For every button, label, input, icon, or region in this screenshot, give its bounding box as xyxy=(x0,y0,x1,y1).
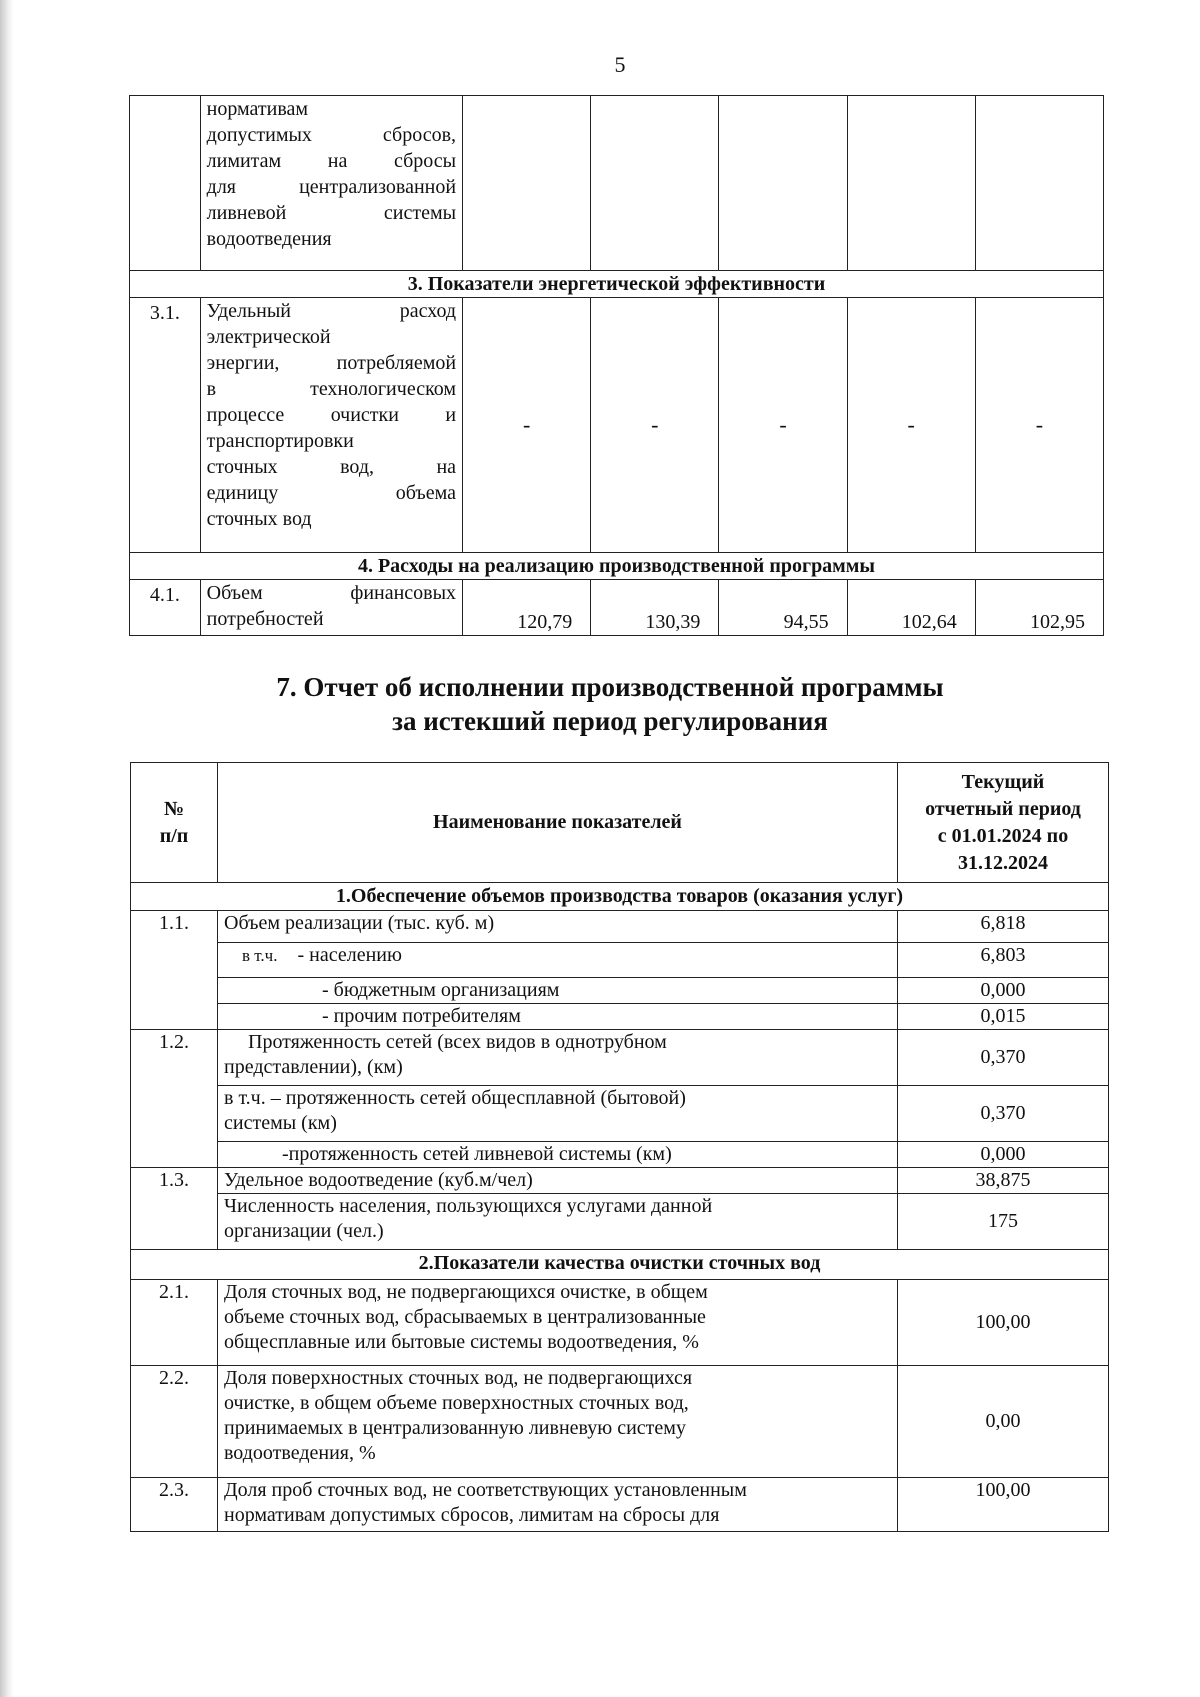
value-cell: 0,000 xyxy=(898,1142,1109,1168)
table-row xyxy=(131,1004,1109,1030)
section-heading xyxy=(130,670,1090,738)
table-row xyxy=(131,1194,1109,1250)
value-cell: 6,818 xyxy=(898,911,1109,943)
value-cell: 6,803 xyxy=(898,943,1109,978)
value-cell: - xyxy=(847,298,975,553)
table-row xyxy=(130,298,1104,553)
table-row xyxy=(131,1478,1109,1532)
row-number: 1.1. xyxy=(131,911,218,1030)
section-1-title: 1.Обеспечение объемов производства товаров (оказания услуг) xyxy=(131,883,1109,911)
section-2-title: 2.Показатели качества очистки сточных вод xyxy=(131,1250,1109,1280)
row-number: 2.3. xyxy=(131,1478,218,1532)
value-cell: 0,000 xyxy=(898,978,1109,1004)
program-table-continued xyxy=(129,95,1104,636)
value-cell: 102,64 xyxy=(847,580,975,636)
table-row xyxy=(131,1280,1109,1366)
indicator-name: нормативам допустимых сбросов, лимитам на сбросы для централизованной ливневой системы водоотведения xyxy=(200,96,462,271)
row-number: 3.1. xyxy=(130,298,201,553)
section-row xyxy=(130,553,1104,580)
value-cell: - xyxy=(975,298,1103,553)
page-edge-shadow xyxy=(0,0,14,1697)
table-row xyxy=(131,1168,1109,1194)
indicator-name: - прочим потребителям xyxy=(218,1004,898,1030)
row-number: 2.1. xyxy=(131,1280,218,1366)
header-period: Текущий отчетный период с 01.01.2024 по 31.12.2024 xyxy=(898,763,1109,883)
table-row xyxy=(130,580,1104,636)
section-row xyxy=(131,883,1109,911)
indicator-name: Протяженность сетей (всех видов в однотрубном представлении), (км) xyxy=(218,1030,898,1086)
value-cell: 38,875 xyxy=(898,1168,1109,1194)
indicator-name: в т.ч. - населению xyxy=(218,943,898,978)
row-number: 4.1. xyxy=(130,580,201,636)
indicator-name: Численность населения, пользующихся услугами данной организации (чел.) xyxy=(218,1194,898,1250)
value-cell: 130,39 xyxy=(591,580,719,636)
table-row xyxy=(131,1142,1109,1168)
value-cell: 0,015 xyxy=(898,1004,1109,1030)
value-cell: 175 xyxy=(898,1194,1109,1250)
heading-line-1: 7. Отчет об исполнении производственной программы xyxy=(276,672,944,702)
section-row xyxy=(130,271,1104,298)
indicator-name: -протяженность сетей ливневой системы (км) xyxy=(218,1142,898,1168)
row-number: 1.2. xyxy=(131,1030,218,1168)
table-row xyxy=(131,943,1109,978)
value-cell: - xyxy=(591,298,719,553)
value-cell: 0,370 xyxy=(898,1030,1109,1086)
indicator-name: Объем реализации (тыс. куб. м) xyxy=(218,911,898,943)
value-cell: - xyxy=(463,298,591,553)
row-number: 1.3. xyxy=(131,1168,218,1250)
indicator-name: в т.ч. – протяженность сетей общесплавной (бытовой) системы (км) xyxy=(218,1086,898,1142)
table-row xyxy=(130,96,1104,271)
table-row xyxy=(131,1086,1109,1142)
row-number: 2.2. xyxy=(131,1366,218,1478)
table-row xyxy=(131,1030,1109,1086)
value-cell: - xyxy=(719,298,847,553)
value-cell: 0,370 xyxy=(898,1086,1109,1142)
section-3-title: 3. Показатели энергетической эффективности xyxy=(130,271,1104,298)
value-cell: 100,00 xyxy=(898,1478,1109,1532)
indicator-name: Объем финансовых потребностей xyxy=(200,580,462,636)
indicator-name: Доля проб сточных вод, не соответствующих установленным нормативам допустимых сбросов, лимитам на сбросы для xyxy=(218,1478,898,1532)
header-num: № п/п xyxy=(131,763,218,883)
section-row xyxy=(131,1250,1109,1280)
value-cell: 0,00 xyxy=(898,1366,1109,1478)
value-cell: 100,00 xyxy=(898,1280,1109,1366)
heading-line-2: за истекший период регулирования xyxy=(392,706,828,736)
header-row xyxy=(131,763,1109,883)
indicator-name: Удельный расход электрической энергии, потребляемой в технологическом процессе очистки и транспортировки сточных вод, на единицу объема сточных вод xyxy=(200,298,462,553)
table-row xyxy=(131,978,1109,1004)
value-cell: 94,55 xyxy=(719,580,847,636)
indicator-name: - бюджетным организациям xyxy=(218,978,898,1004)
value-cell: 102,95 xyxy=(975,580,1103,636)
table-row xyxy=(131,911,1109,943)
header-name: Наименование показателей xyxy=(218,763,898,883)
page-number: 5 xyxy=(614,52,626,77)
indicator-name: Доля сточных вод, не подвергающихся очистке, в общем объеме сточных вод, сбрасываемых в централизованные общесплавные или бытовые системы водоотведения, % xyxy=(218,1280,898,1366)
section-4-title: 4. Расходы на реализацию производственной программы xyxy=(130,553,1104,580)
report-table xyxy=(130,762,1109,1532)
indicator-name: Доля поверхностных сточных вод, не подвергающихся очистке, в общем объеме поверхностных сточных вод, принимаемых в централизованную ливневую систему водоотведения, % xyxy=(218,1366,898,1478)
value-cell: 120,79 xyxy=(463,580,591,636)
table-row xyxy=(131,1366,1109,1478)
indicator-name: Удельное водоотведение (куб.м/чел) xyxy=(218,1168,898,1194)
